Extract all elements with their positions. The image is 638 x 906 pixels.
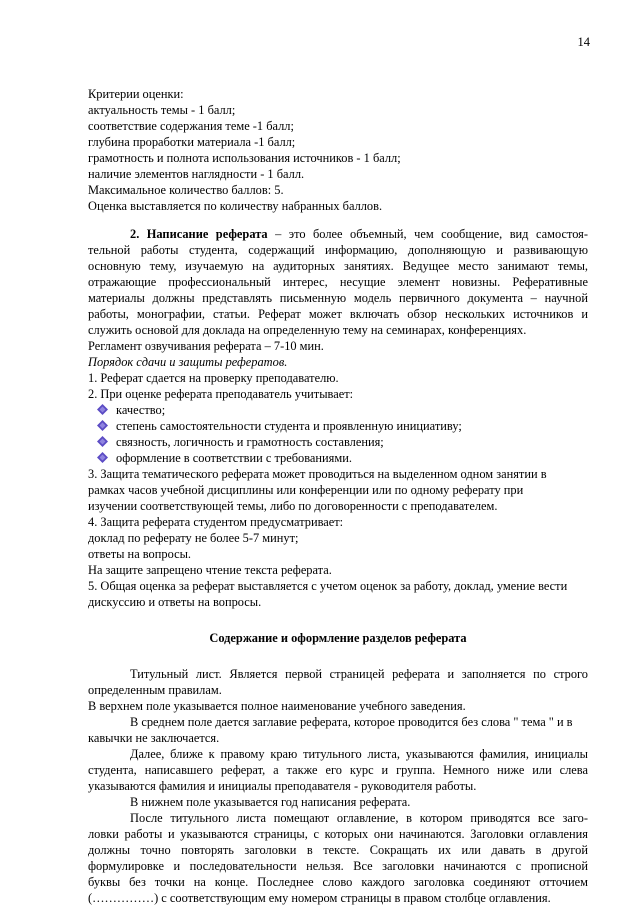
paragraph-line: (……………) с соответствующим ему номером страницы в правом столбце оглавления. [88,891,551,905]
order-item-3-line: 3. Защита тематического реферата может проводиться на выделенном одном занятии в [88,467,547,481]
paragraph-line: В верхнем поле указывается полное наименование учебного заведения. [88,699,466,713]
bullet-item [88,402,588,418]
paragraph-line: В среднем поле дается заглавие реферата, которое проводится без слова " тема " и в [130,715,573,729]
order-item-3-line: рамках часов учебной дисциплины или конференции или по одному реферату при [88,483,524,497]
order-title: Порядок сдачи и защиты рефератов. [88,355,288,369]
paragraph-line: После титульного листа помещают оглавление, в котором приводятся все заго- [130,811,588,825]
paragraph-line: Далее, ближе к правому краю титульного листа, указываются фамилия, инициалы [130,747,588,761]
paragraph-line: ловки работы и указываются страницы, с которых они начинаются. Заголовки оглавления [88,827,588,841]
section-2-heading: 2. Написание реферата [130,227,268,241]
paragraph-line: указываются фамилия и инициалы преподавателя - руководителя работы. [88,779,477,793]
paragraph-line: формулировке и последовательности нельзя. Все заголовки начинаются с прописной [88,859,588,873]
diamond-bullet-icon [97,420,108,431]
bullet-text: связность, логичность и грамотность составления; [116,435,384,449]
order-item-4-line: доклад по реферату не более 5-7 минут; [88,531,299,545]
criteria-line: грамотность и полнота использования источников - 1 балл; [88,151,401,165]
paragraph-line: буквы без точки на конце. Последнее слово каждого заголовка соединяют отточием [88,875,588,889]
section-2-line1-rest: – это более объемный, чем сообщение, вид самостоя- [267,227,588,241]
criteria-line: Оценка выставляется по количеству набранных баллов. [88,199,383,213]
section-2-line: отражающие профессиональный интерес, несущие элемент новизны. Реферативные [88,275,588,289]
criteria-line: актуальность темы - 1 балл; [88,103,236,117]
bullet-text: степень самостоятельности студента и проявленную инициативу; [116,419,462,433]
paragraph-line: определенным правилам. [88,683,222,697]
paragraph-line: Титульный лист. Является первой страницей реферата и заполняется по строго [130,667,588,681]
diamond-bullet-icon [97,436,108,447]
order-item-1: 1. Реферат сдается на проверку преподавателю. [88,371,339,385]
order-item-5-line: 5. Общая оценка за реферат выставляется с учетом оценок за работу, доклад, умение вести [88,579,568,593]
order-item-4-line: На защите запрещено чтение текста реферата. [88,563,332,577]
order-item-2: 2. При оценке реферата преподаватель учитывает: [88,387,354,401]
diamond-bullet-icon [97,452,108,463]
criteria-line: наличие элементов наглядности - 1 балл. [88,167,305,181]
section-2-line: основную тему, изучаемую на аудиторных занятиях. Ведущее место занимают темы, [88,259,588,273]
bullet-text: оформление в соответствии с требованиями. [116,451,352,465]
paragraph-line: студента, написавшего реферат, а также его курс и группа. Немного ниже или слева [88,763,588,777]
content-section-title: Содержание и оформление разделов реферата [209,631,467,645]
criteria-line: Максимальное количество баллов: 5. [88,183,284,197]
diamond-bullet-icon [97,404,108,415]
criteria-block [88,86,588,214]
section-2-line: служить основой для доклада на определенную тему на семинарах, конференциях. [88,323,527,337]
order-item-3-line: изучении соответствующей темы, либо по договоренности с преподавателем. [88,499,498,513]
order-item-5-line: дискуссию и ответы на вопросы. [88,595,262,609]
section-2-line: работы, монографии, статьи. Реферат может включать обзор нескольких источников и [88,307,588,321]
criteria-line: соответствие содержания теме -1 балл; [88,119,294,133]
criteria-line: Критерии оценки: [88,87,184,101]
section-2-line: тельной работы студента, содержащий информацию, дополняющую и развивающую [88,243,588,257]
criteria-line: глубина проработки материала -1 балл; [88,135,296,149]
section-2 [88,226,588,610]
order-item-4-line: 4. Защита реферата студентом предусматривает: [88,515,344,529]
bullet-item [88,418,588,434]
bullet-item [88,434,588,450]
order-item-4-line: ответы на вопросы. [88,547,192,561]
paragraph-line: В нижнем поле указывается год написания реферата. [130,795,411,809]
reglament-line: Регламент озвучивания реферата – 7-10 мин. [88,339,324,353]
bullet-item [88,450,588,466]
page-number: 14 [577,35,590,49]
paragraph-line: кавычки не заключается. [88,731,220,745]
bullet-text: качество; [116,403,166,417]
section-2-line: материалы должны представлять письменную модель первичного документа – научной [88,291,588,305]
paragraph-line: должны точно повторять заголовки в тексте. Сокращать их или давать в другой [88,843,588,857]
content-section [88,630,588,906]
document-body [88,86,588,906]
section-2-first-line [88,226,588,242]
